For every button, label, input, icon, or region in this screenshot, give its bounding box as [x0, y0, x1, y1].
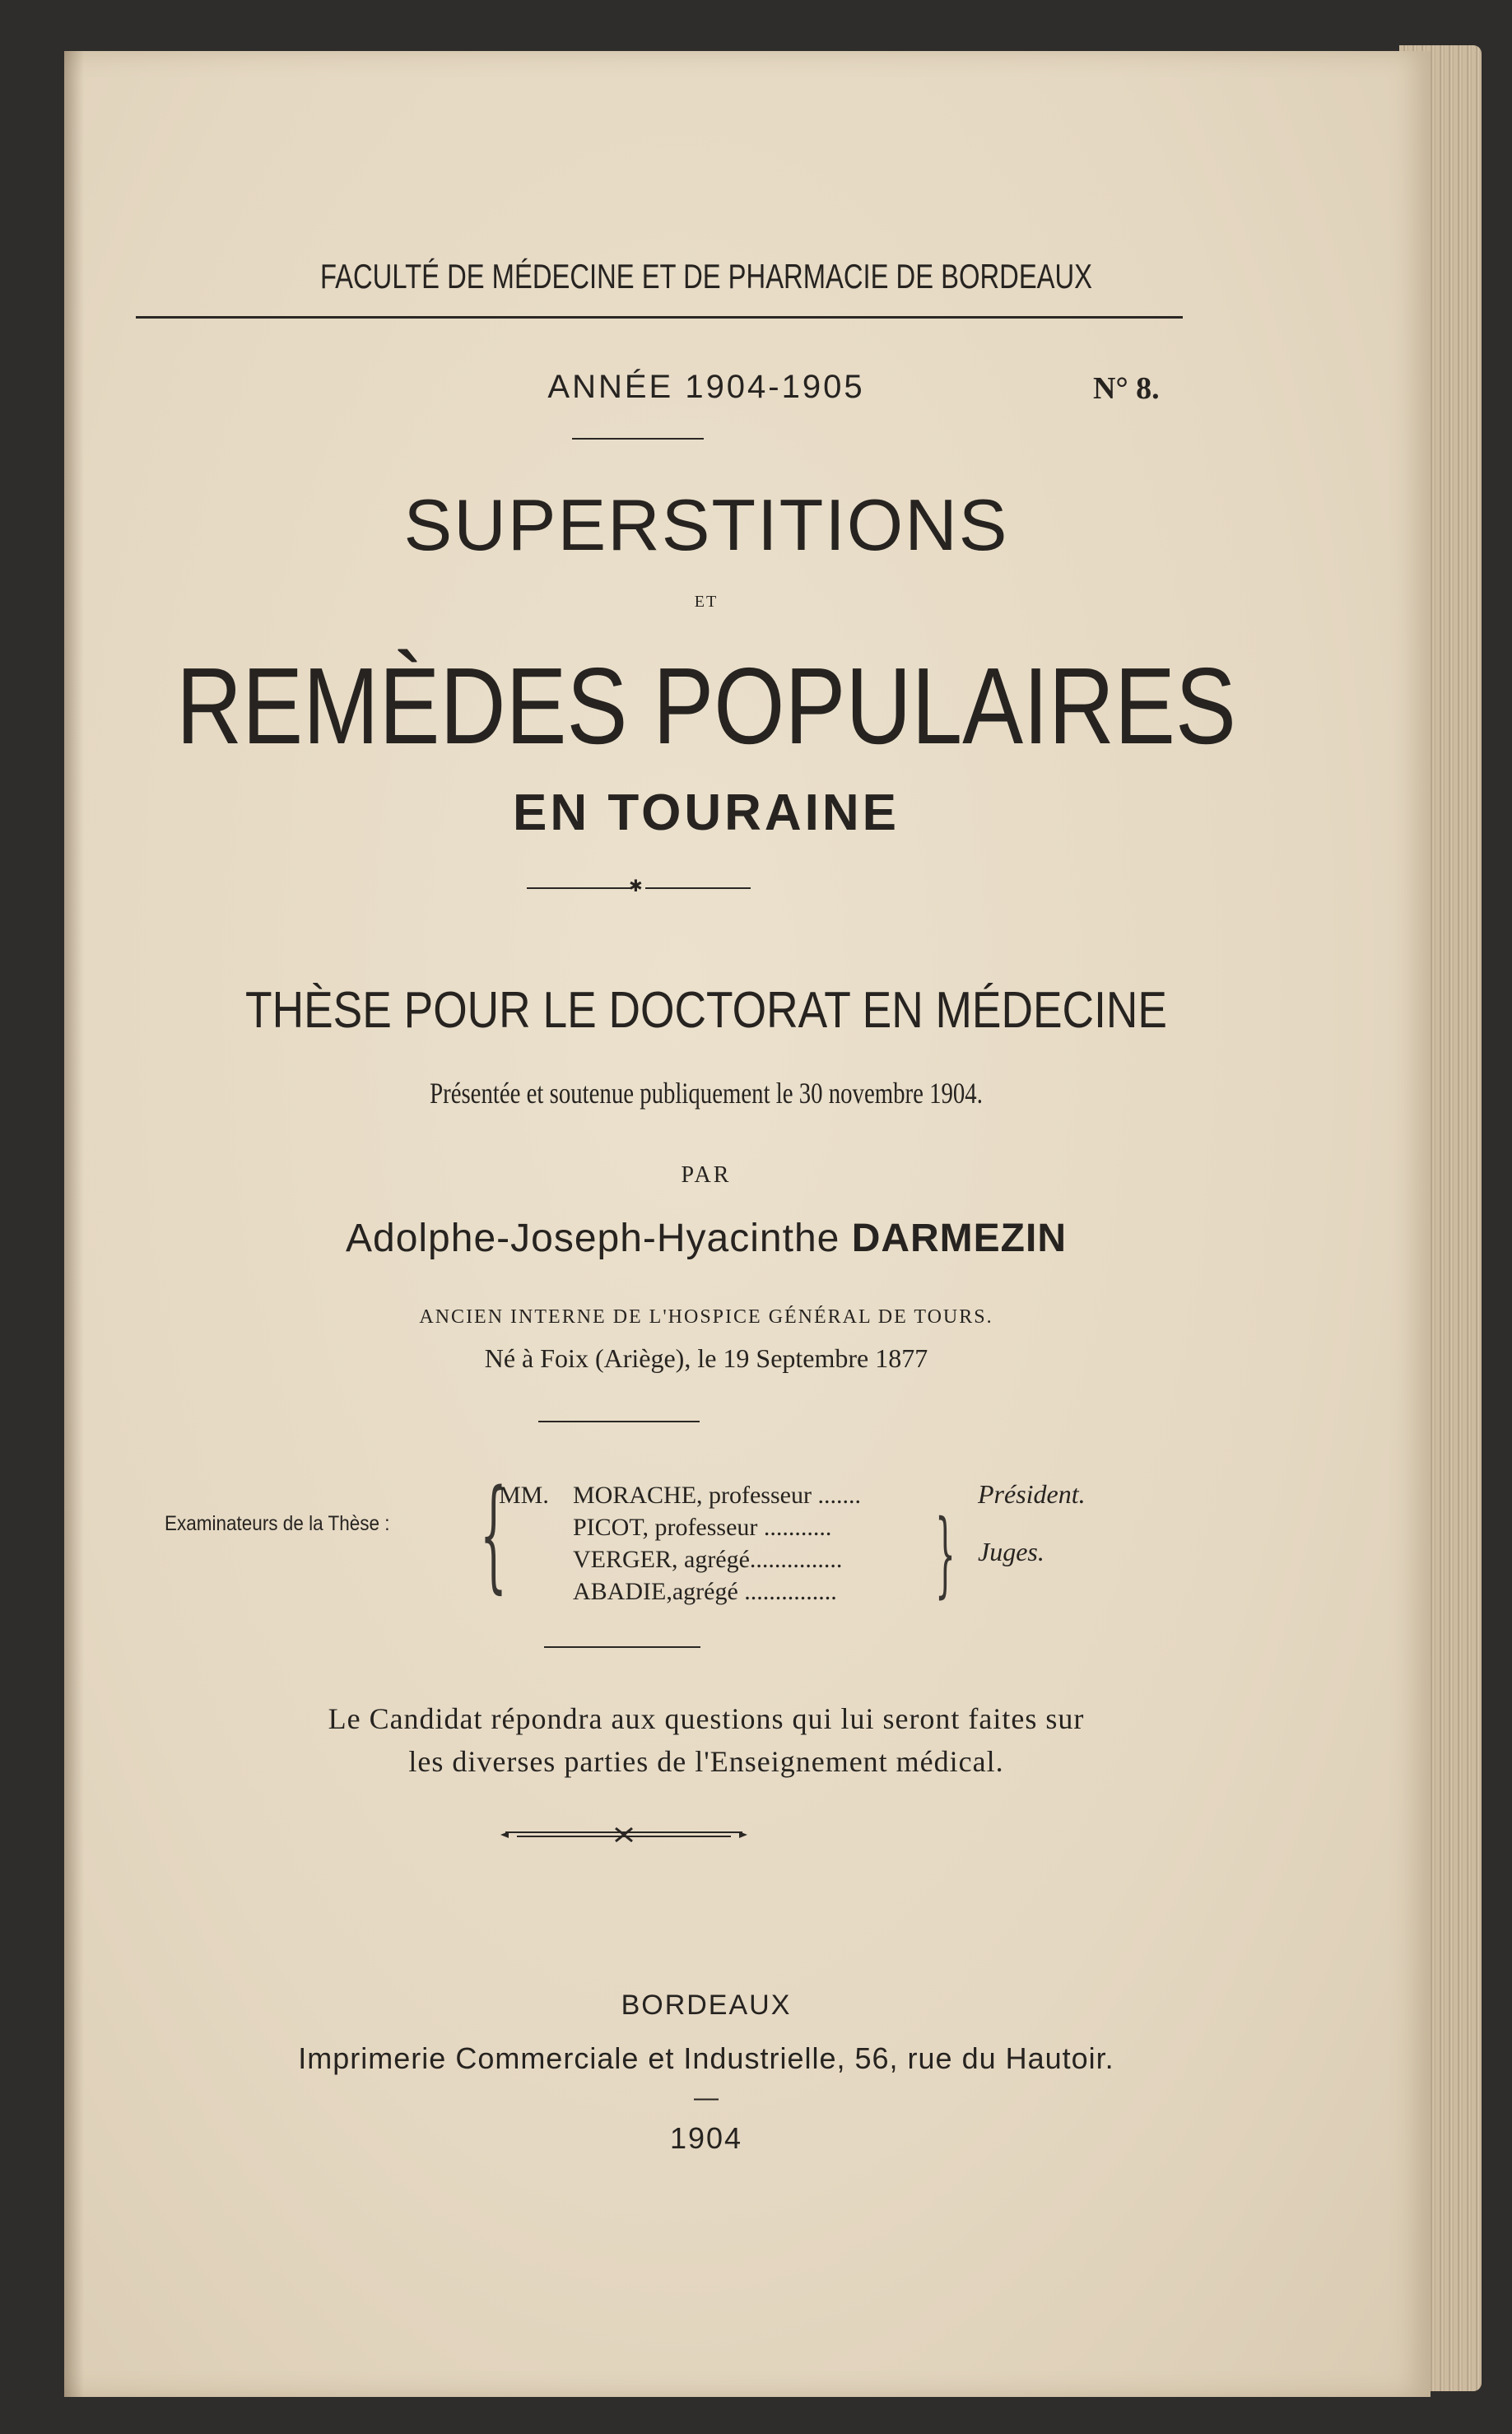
examiners-label: Examinateurs de la Thèse :	[165, 1512, 390, 1535]
imprint-city: BORDEAUX	[621, 1990, 792, 2021]
title-line-3: EN TOURAINE	[512, 784, 900, 841]
title-line-1: SUPERSTITIONS	[403, 484, 1009, 565]
title-page	[64, 51, 1431, 2397]
imprint-printer: Imprimerie Commerciale et Industrielle, 56, rue du Hautoir.	[298, 2041, 1114, 2075]
judges-role: Juges.	[978, 1537, 1044, 1566]
examiner-name: VERGER, agrégé...............	[573, 1546, 843, 1573]
thesis-heading: THÈSE POUR LE DOCTORAT EN MÉDECINE	[245, 982, 1167, 1039]
candidate-note-line-1: Le Candidat répondra aux questions qui lui seront faites sur	[328, 1702, 1085, 1735]
examiner-row	[499, 1543, 935, 1575]
presentation-date: Présentée et soutenue publiquement le 30 novembre 1904.	[430, 1077, 983, 1110]
title-rule	[572, 438, 704, 440]
ornament-rule-right	[645, 887, 751, 889]
candidate-note-line-2: les diverses parties de l'Enseignement médical.	[408, 1745, 1004, 1778]
author-position: ANCIEN INTERNE DE L'HOSPICE GÉNÉRAL DE TOURS.	[419, 1306, 993, 1328]
right-brace: }	[935, 1501, 956, 1608]
examiner-name: MORACHE, professeur .......	[573, 1482, 861, 1509]
by-label: PAR	[681, 1162, 732, 1188]
author-birth: Né à Foix (Ariège), le 19 Septembre 1877	[484, 1343, 928, 1373]
examiner-name: PICOT, professeur ...........	[573, 1514, 832, 1541]
faculty-heading: FACULTÉ DE MÉDECINE ET DE PHARMACIE DE BORDEAUX	[319, 257, 1093, 296]
examiner-row	[499, 1479, 935, 1511]
imprint-year: 1904	[669, 2121, 743, 2155]
header-rule	[136, 316, 1183, 319]
fleuron-ornament	[500, 1825, 747, 1845]
author-name	[64, 1216, 1348, 1261]
imprint-dash: —	[694, 2084, 719, 2111]
section-rule-1	[538, 1421, 700, 1422]
author-surname: DARMEZIN	[851, 1217, 1067, 1260]
examiner-row	[499, 1511, 935, 1543]
left-brace: {	[480, 1464, 507, 1605]
president-role: Président.	[978, 1479, 1086, 1509]
title-conjunction: ET	[694, 593, 719, 611]
examiners-prefix: MM.	[499, 1482, 549, 1509]
section-rule-2	[544, 1646, 700, 1648]
author-given-names: Adolphe-Joseph-Hyacinthe	[345, 1217, 840, 1260]
ornament-rule-left	[527, 887, 632, 889]
examiner-row	[499, 1575, 935, 1608]
ornament-dot: ✱	[629, 877, 643, 896]
academic-year: ANNÉE 1904-1905	[547, 369, 865, 405]
examiner-name: ABADIE,agrégé ...............	[573, 1578, 837, 1605]
title-line-2: REMÈDES POPULAIRES	[176, 645, 1236, 766]
examiners-list	[499, 1479, 935, 1608]
thesis-number: N° 8.	[1093, 371, 1160, 406]
